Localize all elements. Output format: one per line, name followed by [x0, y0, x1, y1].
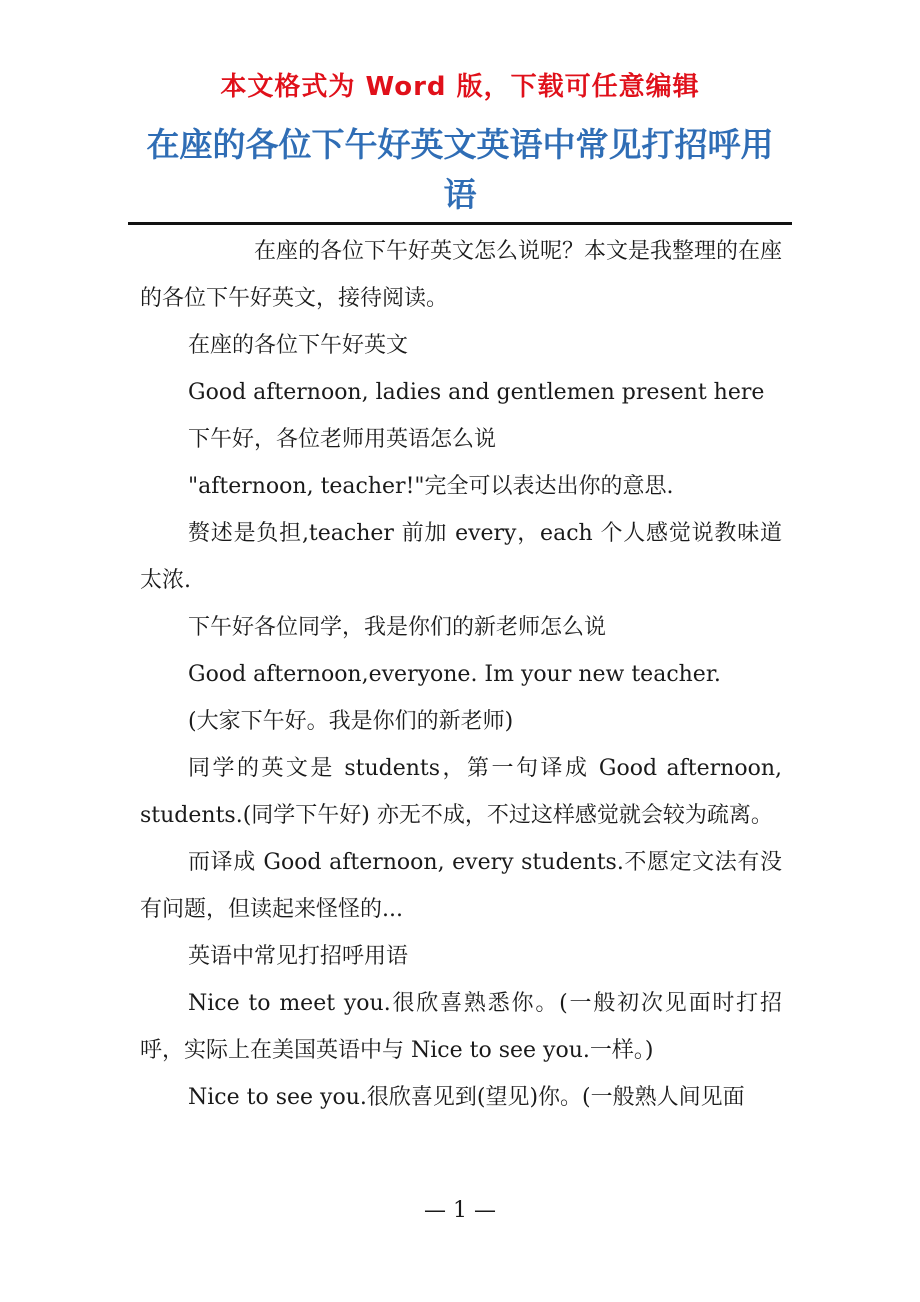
document-body [140, 228, 782, 1121]
paragraph: 而译成 Good afternoon, every students.不愿定文法有没有问题，但读起来怪怪的... [140, 850, 782, 922]
paragraph: Good afternoon, ladies and gentlemen present here [188, 380, 765, 405]
paragraph: 赘述是负担,teacher 前加 every，each 个人感觉说教味道太浓. [140, 521, 782, 593]
paragraph: 英语中常见打招呼用语 [188, 944, 409, 969]
page-number: — 1 — [424, 1198, 496, 1223]
paragraph-intro: 在座的各位下午好英文怎么说呢？本文是我整理的在座的各位下午好英文，接待阅读。 [140, 239, 783, 311]
paragraph: Nice to meet you.很欣喜熟悉你。(一般初次见面时打招呼，实际上在美国英语中与 Nice to see you.一样。) [140, 991, 782, 1063]
paragraph: Good afternoon,everyone. Im your new teacher. [188, 662, 721, 687]
paragraph: 同学的英文是 students，第一句译成 Good afternoon, students.(同学下午好) 亦无不成，不过这样感觉就会较为疏离。 [140, 756, 782, 828]
document-title: 在座的各位下午好英文英语中常见打招呼用语 [146, 125, 774, 214]
paragraph: Nice to see you.很欣喜见到(望见)你。(一般熟人间见面 [188, 1085, 745, 1110]
title-divider [128, 222, 792, 225]
paragraph: 下午好各位同学，我是你们的新老师怎么说 [188, 615, 607, 640]
paragraph: (大家下午好。我是你们的新老师) [188, 709, 514, 734]
format-notice: 本文格式为 Word 版，下载可任意编辑 [220, 72, 700, 102]
paragraph: 下午好，各位老师用英语怎么说 [188, 427, 497, 452]
paragraph: 在座的各位下午好英文 [188, 333, 409, 358]
paragraph: "afternoon, teacher!"完全可以表达出你的意思. [188, 474, 674, 499]
